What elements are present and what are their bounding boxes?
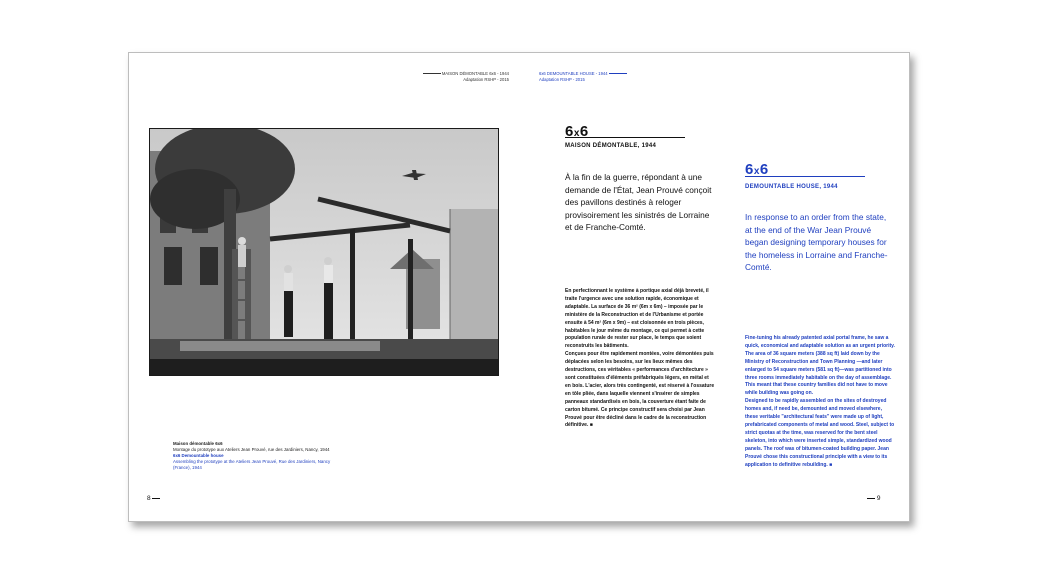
- english-body-paragraph: Fine-tuning his already patented axial portal frame, he saw a quick, economical and adaptable solution as an urgent priority. The area of 36 square meters (388 sq ft) laid down by the Ministry of Reconstruction and Town Planning —and later enlarged to 54 square meters (581 sq ft)—was partitioned into three rooms immediately habitable on the day of assemblage. This meant that these country families did not have to move while building was going on.: [745, 335, 895, 397]
- running-head-right: [539, 71, 659, 82]
- running-head-left-line1: MAISON DÉMONTABLE 6x6 - 1944: [441, 71, 509, 76]
- english-title: 6x6: [745, 161, 769, 178]
- worker: [324, 257, 332, 265]
- running-head-right-line1: 6x6 DEMOUNTABLE HOUSE - 1944: [539, 71, 608, 76]
- running-head-left-line2: Adaptation RSHP - 2015: [463, 76, 509, 82]
- page-number-right: 9: [867, 495, 880, 502]
- running-head-right-line2: Adaptation RSHP - 2015: [539, 76, 585, 82]
- ladder: [232, 249, 238, 341]
- worker: [238, 237, 246, 245]
- french-title: 6x6: [565, 123, 589, 140]
- caption-en-title: 6x6 Demountable house: [173, 453, 224, 459]
- house-window: [200, 247, 218, 285]
- book-spread: [128, 52, 910, 522]
- house-window: [164, 247, 182, 285]
- worker: [284, 265, 292, 273]
- english-body: [745, 335, 895, 469]
- english-lead: In response to an order from the state, at the end of the War Jean Prouvé began designing temporary houses for the homeless in Lorraine and Franche-Comté.: [745, 212, 888, 273]
- caption-fr-title: Maison démontable 6x6: [173, 441, 223, 446]
- english-subtitle: DEMOUNTABLE HOUSE, 1944: [745, 184, 838, 190]
- english-body-paragraph: Designed to be rapidly assembled on the sites of destroyed homes and, if need be, demounted and moved elsewhere, these veritable "architectural feats" were made up of light, prefabricated components of metal and wood. Steel, subject to strict quotas at the time, was reserved for the bent steel skeleton, into which were inserted simple, standardized wood panels. The roof was of bitumen-coated building paper. Jean Prouvé chose this constructional principle with a view to its application to definitive rebuilding. ■: [745, 398, 895, 468]
- french-subtitle: MAISON DÉMONTABLE, 1944: [565, 143, 657, 149]
- running-head-left: [399, 71, 509, 82]
- neighbor-building: [450, 209, 498, 344]
- french-title-rule: [565, 137, 685, 138]
- french-lead: À la fin de la guerre, répondant à une demande de l'État, Jean Prouvé conçoit des pavillons destinés à reloger provisoirement les sinistrés de Lorraine et de Franche-Comté.: [565, 172, 712, 233]
- caption-en-text: Assembling the prototype at the Ateliers Jean Prouvé, Rue des Jardiniers, Nancy (France), 1944: [173, 459, 331, 470]
- photo-caption: [173, 441, 333, 471]
- floor-platform: [180, 341, 380, 351]
- archival-photo: [149, 128, 499, 376]
- english-title-rule: [745, 176, 865, 177]
- french-body-paragraph: Conçues pour être rapidement montées, voire démontées puis déplacées selon les besoins, sur les lieux mêmes des destructions, ces véritables « performances d'architecture » sont constituées d'éléments préfabriqués légers, en métal et en bois. L'acier, alors très contingenté, est réservé à l'ossature en tôle pliée, dans laquelle viennent s'insérer de simples panneaux standardisés en bois, la couverture étant faite de carton bitumé. Ce principe constructif sera choisi par Jean Prouvé pour être décliné dans le cadre de la reconstruction définitive. ■: [565, 351, 715, 429]
- portal-column: [350, 229, 355, 339]
- portal-column: [408, 239, 413, 339]
- french-body: [565, 288, 715, 430]
- caption-fr-text: Montage du prototype aux Ateliers Jean Prouvé, rue des Jardiniers, Nancy, 1944: [173, 446, 330, 452]
- page-number-left: 8: [147, 495, 160, 502]
- french-body-paragraph: En perfectionnant le système à portique axial déjà breveté, il traite l'urgence avec une solution rapide, économique et adaptable. La surface de 36 m² (6m x 6m) – imposée par le ministère de la Reconstruction et de l'Urbanisme et portée ensuite à 54 m² (6m x 9m) – est cloisonnée en trois pièces, habitables le jour même du montage, ce qui permet à cette population rurale de rester sur place, le temps que soient reconstruits les bâtiments.: [565, 288, 709, 350]
- photo-illustration: [150, 129, 498, 375]
